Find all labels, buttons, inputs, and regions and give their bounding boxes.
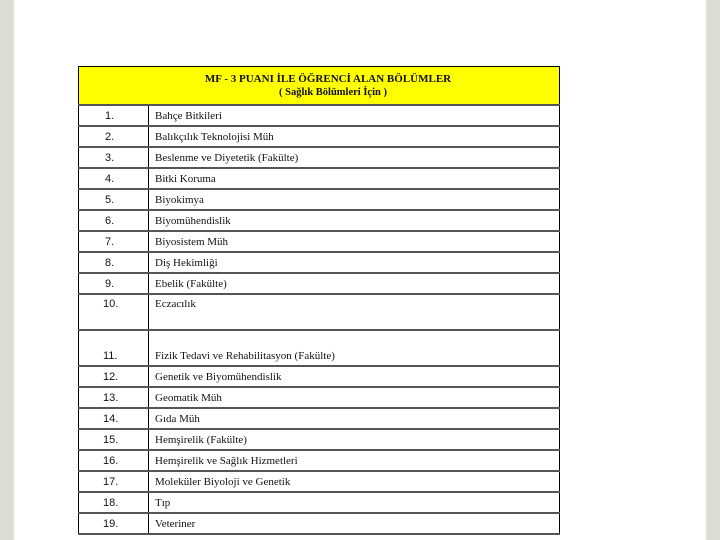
- row-number: 3.: [79, 147, 149, 168]
- row-number: 5.: [79, 189, 149, 210]
- department-name: Gıda Müh: [149, 408, 560, 429]
- department-name: Fizik Tedavi ve Rehabilitasyon (Fakülte): [149, 330, 560, 366]
- department-name: Veteriner: [149, 513, 560, 534]
- table-row: [79, 492, 560, 513]
- row-number: 7.: [79, 231, 149, 252]
- table-row: [79, 147, 560, 168]
- table-row: [79, 252, 560, 273]
- table-row: [79, 387, 560, 408]
- table-title: MF - 3 PUANI İLE ÖĞRENCİ ALAN BÖLÜMLER: [204, 72, 452, 85]
- table-row: [79, 231, 560, 252]
- table-header-row: [79, 67, 560, 106]
- row-number: 2.: [79, 126, 149, 147]
- row-number: 4.: [79, 168, 149, 189]
- table-row: [79, 210, 560, 231]
- table-row: [79, 273, 560, 294]
- row-number: 11.: [79, 330, 149, 366]
- table-row: [79, 189, 560, 210]
- row-number: 1.: [79, 105, 149, 126]
- row-number: 6.: [79, 210, 149, 231]
- row-number: 14.: [79, 408, 149, 429]
- department-name: Biyokimya: [149, 189, 560, 210]
- row-number: 8.: [79, 252, 149, 273]
- department-name: Biyosistem Müh: [149, 231, 560, 252]
- row-number: 17.: [79, 471, 149, 492]
- row-number: 9.: [79, 273, 149, 294]
- row-number: 19.: [79, 513, 149, 534]
- department-name: Hemşirelik (Fakülte): [149, 429, 560, 450]
- department-name: Moleküler Biyoloji ve Genetik: [149, 471, 560, 492]
- table-row: [79, 168, 560, 189]
- table-row: [79, 429, 560, 450]
- right-side-band: [707, 0, 720, 540]
- table-row: [79, 471, 560, 492]
- right-side-band-inner: [705, 0, 707, 540]
- row-number: 18.: [79, 492, 149, 513]
- departments-table: [78, 66, 560, 535]
- departments-table-container: [78, 66, 559, 535]
- table-row: [79, 105, 560, 126]
- row-number: 16.: [79, 450, 149, 471]
- department-name: Ebelik (Fakülte): [149, 273, 560, 294]
- department-name: Bahçe Bitkileri: [149, 105, 560, 126]
- department-name: Geomatik Müh: [149, 387, 560, 408]
- table-row: [79, 330, 560, 366]
- table-row: [79, 450, 560, 471]
- department-name: Tıp: [149, 492, 560, 513]
- row-number: 15.: [79, 429, 149, 450]
- table-row: [79, 366, 560, 387]
- department-name: Balıkçılık Teknolojisi Müh: [149, 126, 560, 147]
- table-row: [79, 513, 560, 534]
- department-name: Beslenme ve Diyetetik (Fakülte): [149, 147, 560, 168]
- department-name: Genetik ve Biyomühendislik: [149, 366, 560, 387]
- table-row: [79, 294, 560, 330]
- table-subtitle: ( Sağlık Bölümleri İçin ): [279, 86, 387, 98]
- department-name: Bitki Koruma: [149, 168, 560, 189]
- table-row: [79, 126, 560, 147]
- table-row: [79, 408, 560, 429]
- table-header: [79, 67, 560, 106]
- left-side-band: [0, 0, 13, 540]
- department-name: Biyomühendislik: [149, 210, 560, 231]
- left-side-band-inner: [13, 0, 15, 540]
- row-number: 13.: [79, 387, 149, 408]
- row-number: 10.: [79, 294, 149, 330]
- department-name: Hemşirelik ve Sağlık Hizmetleri: [149, 450, 560, 471]
- department-name: Eczacılık: [149, 294, 560, 330]
- row-number: 12.: [79, 366, 149, 387]
- department-name: Diş Hekimliği: [149, 252, 560, 273]
